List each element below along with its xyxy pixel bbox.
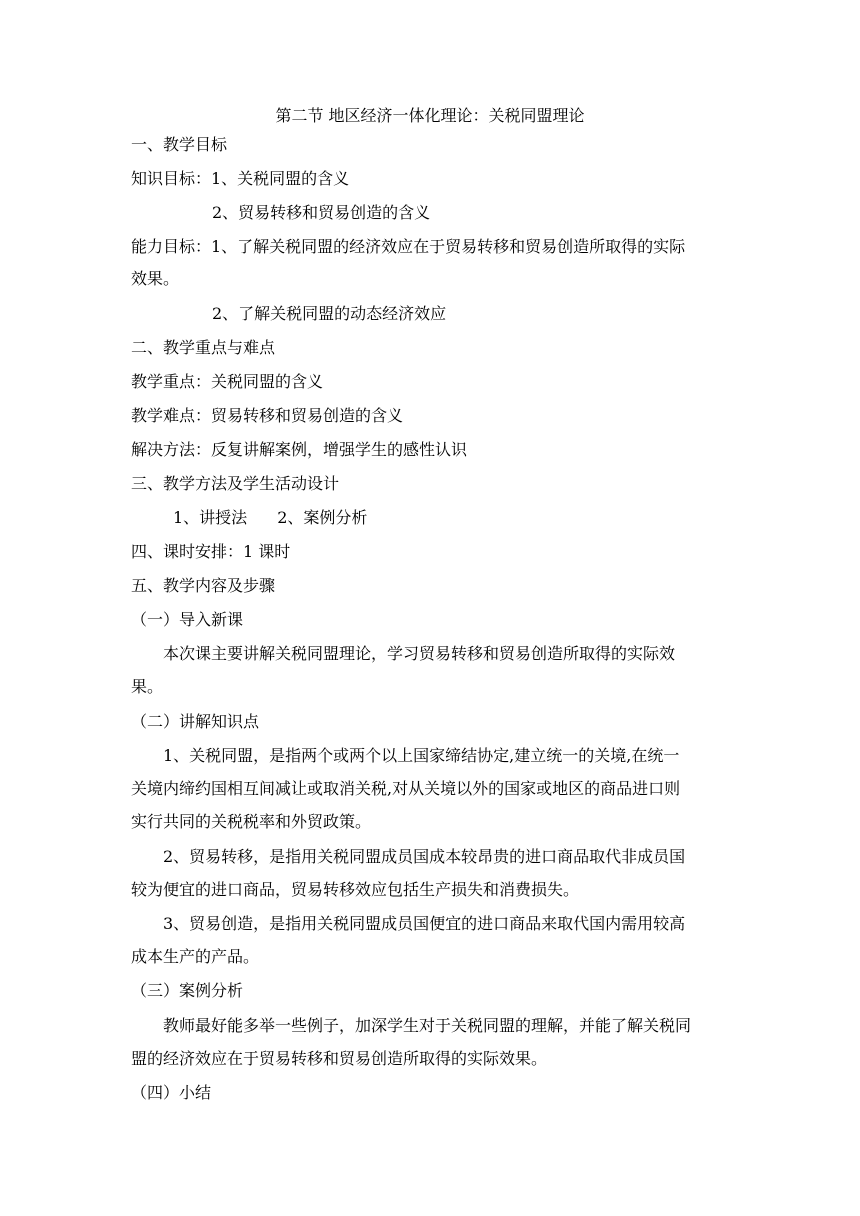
method-lecture: 1、讲授法: [173, 508, 248, 527]
subheading-case-analysis: （三）案例分析: [131, 981, 244, 1000]
difficult-point: 教学难点：贸易转移和贸易创造的含义: [131, 406, 404, 425]
customs-union-definition-line-2: 关境内缔约国相互间减让或取消关税,对从关境以外的国家或地区的商品进口则: [131, 779, 681, 798]
trade-diversion-definition: 2、贸易转移，是指用关税同盟成员国成本较昂贵的进口商品取代非成员国: [163, 847, 686, 866]
method-case-analysis: 2、案例分析: [277, 508, 368, 527]
subheading-knowledge-points: （二）讲解知识点: [131, 712, 260, 731]
case-analysis-text: 教师最好能多举一些例子，加深学生对于关税同盟的理解，并能了解关税同: [163, 1016, 692, 1035]
introduction-text: 本次课主要讲解关税同盟理论，学习贸易转移和贸易创造所取得的实际效: [163, 644, 676, 663]
customs-union-definition: 1、关税同盟，是指两个或两个以上国家缔结协定,建立统一的关境,在统一: [163, 746, 680, 765]
subheading-summary: （四）小结: [131, 1083, 212, 1102]
knowledge-objective-2: 2、贸易转移和贸易创造的含义: [212, 203, 431, 222]
ability-objective-1: 能力目标：1、了解关税同盟的经济效应在于贸易转移和贸易创造所取得的实际: [131, 237, 686, 256]
key-point: 教学重点：关税同盟的含义: [131, 372, 324, 391]
trade-diversion-definition-line-2: 较为便宜的进口商品，贸易转移效应包括生产损失和消费损失。: [131, 880, 580, 899]
heading-teaching-methods: 三、教学方法及学生活动设计: [131, 474, 340, 493]
ability-objective-2: 2、了解关税同盟的动态经济效应: [212, 304, 447, 323]
trade-creation-definition: 3、贸易创造，是指用关税同盟成员国便宜的进口商品来取代国内需用较高: [163, 914, 686, 933]
heading-content-steps: 五、教学内容及步骤: [131, 576, 276, 595]
solution-method: 解决方法：反复讲解案例，增强学生的感性认识: [131, 440, 468, 459]
heading-key-points: 二、教学重点与难点: [131, 338, 276, 357]
section-title: 第二节 地区经济一体化理论：关税同盟理论: [275, 106, 585, 125]
introduction-text-continued: 果。: [131, 677, 164, 696]
teaching-methods-list: [173, 507, 367, 529]
knowledge-objective-1: 知识目标：1、关税同盟的含义: [131, 169, 350, 188]
customs-union-definition-line-3: 实行共同的关税税率和外贸政策。: [131, 812, 372, 831]
heading-class-hours: 四、课时安排：1 课时: [131, 542, 291, 561]
subheading-introduction: （一）导入新课: [131, 610, 244, 629]
case-analysis-text-continued: 盟的经济效应在于贸易转移和贸易创造所取得的实际效果。: [131, 1049, 548, 1068]
trade-creation-definition-line-2: 成本生产的产品。: [131, 947, 260, 966]
ability-objective-1-continued: 效果。: [131, 269, 180, 288]
heading-teaching-objectives: 一、教学目标: [131, 135, 228, 154]
